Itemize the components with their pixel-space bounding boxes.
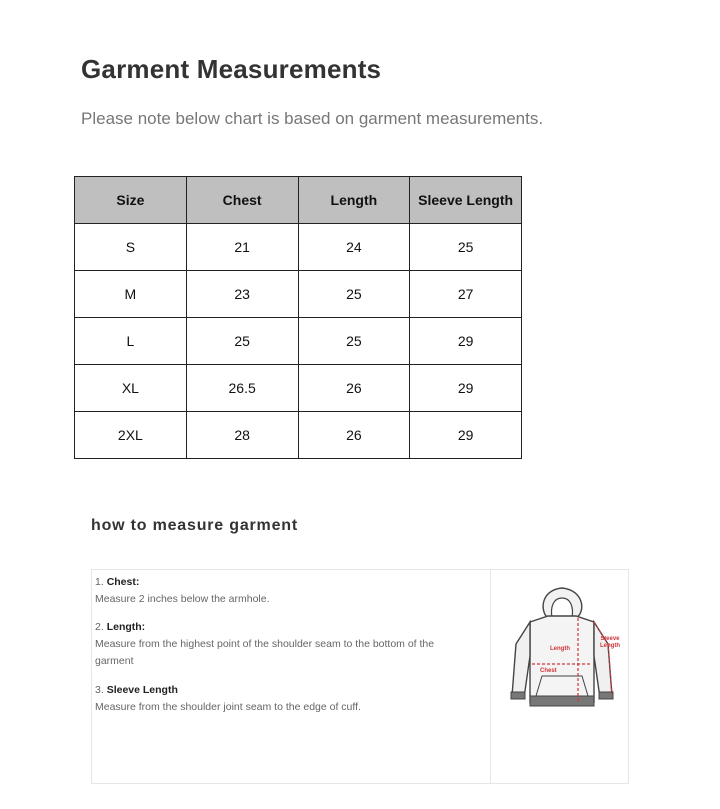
cell-chest: 25 (186, 318, 298, 365)
step-label: Chest: (106, 576, 140, 588)
cell-length: 25 (298, 318, 410, 365)
cell-sleeve-length: 27 (410, 271, 522, 318)
cell-sleeve-length: 29 (410, 318, 522, 365)
hoodie-hood-opening (551, 598, 572, 618)
cell-chest: 28 (186, 412, 298, 459)
step-description: Measure from the highest point of the shoulder seam to the bottom of the garment (95, 638, 435, 667)
cell-chest: 23 (186, 271, 298, 318)
table-row (75, 271, 522, 318)
cell-chest: 21 (186, 224, 298, 271)
guide-divider (490, 569, 491, 784)
table-row (75, 412, 522, 459)
cell-sleeve-length: 25 (410, 224, 522, 271)
step-number: 3. (95, 684, 104, 696)
cell-size: S (75, 224, 187, 271)
diagram-label-length: Length (550, 646, 570, 652)
step-number: 1. (95, 576, 104, 588)
cell-length: 26 (298, 412, 410, 459)
hoodie-body (530, 616, 594, 702)
cell-chest: 26.5 (186, 365, 298, 412)
cell-size: M (75, 271, 187, 318)
col-header-sleeve-length: Sleeve Length (410, 177, 522, 224)
cell-size: XL (75, 365, 187, 412)
cell-size: 2XL (75, 412, 187, 459)
diagram-label-sleeve-wrap (594, 636, 626, 656)
step-length (95, 619, 145, 635)
size-chart-table (74, 176, 522, 459)
col-header-chest: Chest (186, 177, 298, 224)
cell-sleeve-length: 29 (410, 412, 522, 459)
cell-sleeve-length: 29 (410, 365, 522, 412)
step-description: Measure from the shoulder joint seam to the edge of cuff. (95, 701, 361, 713)
col-header-length: Length (298, 177, 410, 224)
page-title: Garment Measurements (81, 54, 382, 84)
step-label: Sleeve Length (106, 684, 178, 696)
diagram-label-chest: Chest (540, 668, 557, 674)
table-header-row (75, 177, 522, 224)
hoodie-right-cuff (599, 692, 613, 699)
step-chest (95, 574, 139, 590)
hoodie-waistband (530, 696, 594, 706)
step-label: Length: (106, 621, 146, 633)
step-number: 2. (95, 621, 104, 633)
step-sleeve-length (95, 682, 178, 698)
hoodie-measurement-diagram (502, 584, 626, 714)
table-row (75, 224, 522, 271)
cell-length: 24 (298, 224, 410, 271)
col-header-size: Size (75, 177, 187, 224)
chart-note: Please note below chart is based on garment measurements. (81, 109, 544, 128)
cell-length: 25 (298, 271, 410, 318)
table-row (75, 318, 522, 365)
hoodie-left-cuff (511, 692, 525, 699)
diagram-label-sleeve: Sleeve Length (600, 636, 620, 649)
cell-size: L (75, 318, 187, 365)
step-description: Measure 2 inches below the armhole. (95, 593, 270, 605)
table-row (75, 365, 522, 412)
cell-length: 26 (298, 365, 410, 412)
hoodie-left-sleeve (512, 622, 530, 698)
how-to-measure-heading: how to measure garment (91, 517, 298, 534)
